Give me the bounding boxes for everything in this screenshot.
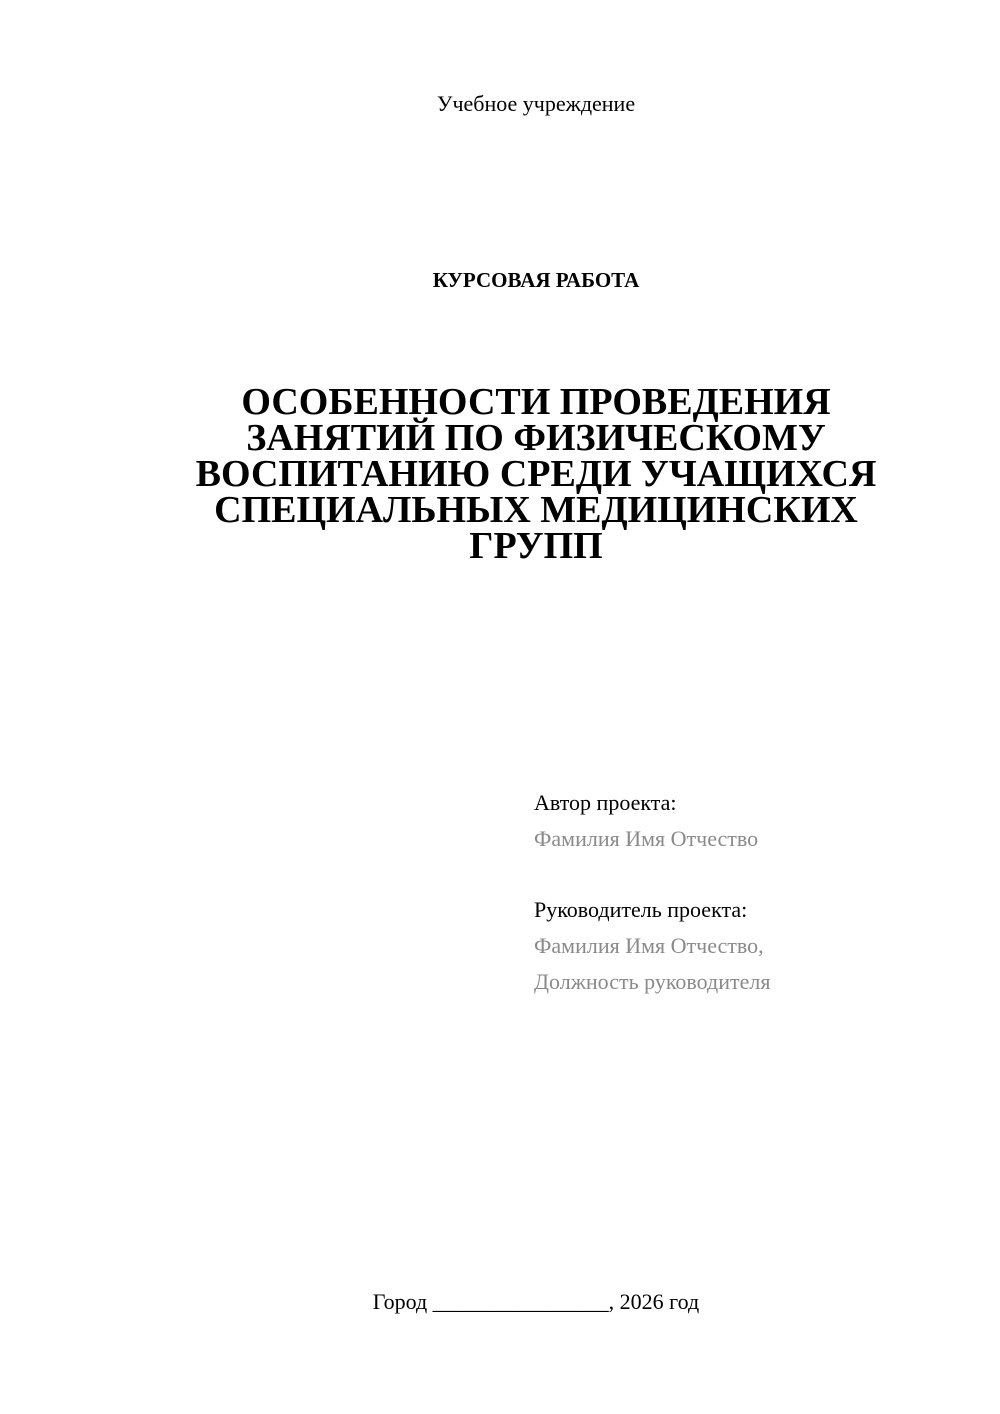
supervisor-name-placeholder: Фамилия Имя Отчество, (534, 933, 764, 958)
author-label: Автор проекта: (534, 790, 677, 815)
main-title (150, 381, 922, 567)
author-name-placeholder: Фамилия Имя Отчество (534, 826, 759, 851)
title-line: ЗАНЯТИЙ ПО ФИЗИЧЕСКОМУ (246, 417, 826, 459)
title-line: ВОСПИТАНИЮ СРЕДИ УЧАЩИХСЯ (195, 453, 877, 495)
supervisor-block (534, 892, 974, 1000)
title-line: ОСОБЕННОСТИ ПРОВЕДЕНИЯ (241, 381, 831, 423)
title-line: ГРУПП (469, 525, 603, 567)
author-block (534, 785, 974, 857)
city-year-footer: Город ________________, 2026 год (372, 1289, 700, 1314)
work-type-heading: КУРСОВАЯ РАБОТА (432, 268, 640, 292)
supervisor-label: Руководитель проекта: (534, 897, 748, 922)
supervisor-position-placeholder: Должность руководителя (534, 969, 771, 994)
institution-name: Учебное учреждение (436, 91, 636, 116)
title-line: СПЕЦИАЛЬНЫХ МЕДИЦИНСКИХ (214, 489, 858, 531)
